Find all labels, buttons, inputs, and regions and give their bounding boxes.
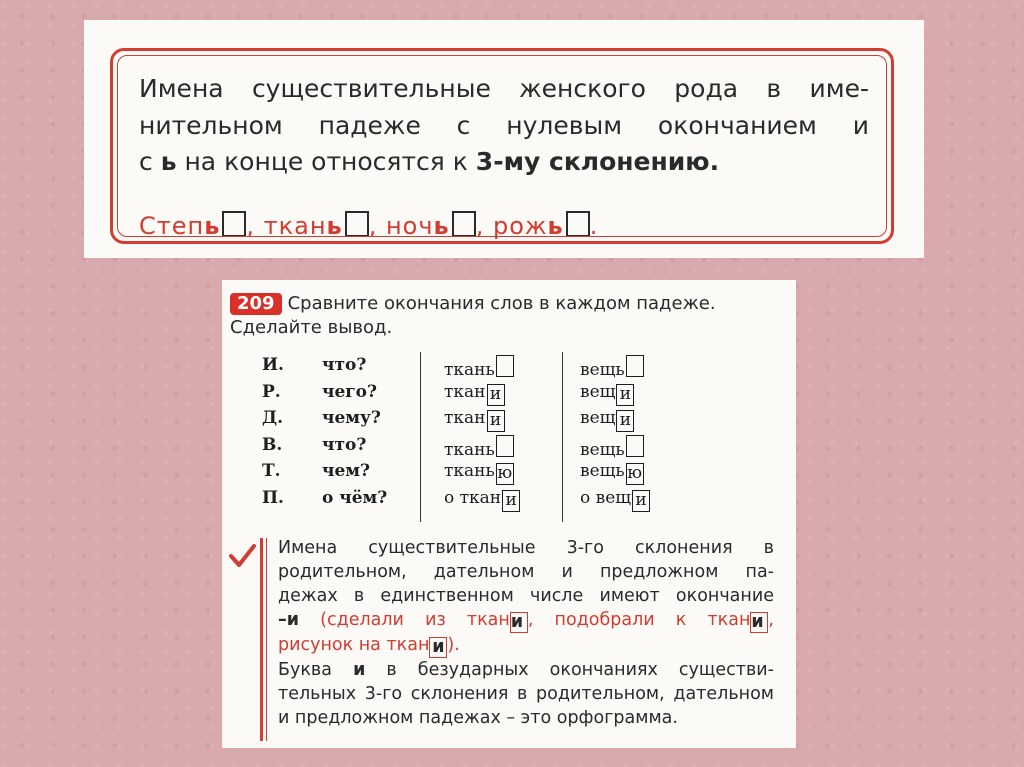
word-form xyxy=(580,408,634,432)
word-stem: вещь xyxy=(580,360,625,380)
rule-text xyxy=(139,71,869,181)
letter-i: и xyxy=(353,660,366,680)
word-stem: вещь xyxy=(580,461,625,481)
example-separator: , xyxy=(368,212,386,240)
rule-line: тельных 3-го склонения в родительном, дательном xyxy=(278,684,774,704)
example-fragment: (сделали из ткан xyxy=(299,610,510,630)
rule-text-fragment: в безударных окончаниях существи- xyxy=(365,660,774,680)
rule-line xyxy=(278,608,774,633)
word-stem: о ткан xyxy=(444,487,502,508)
example-word xyxy=(139,212,264,240)
case-question: чему? xyxy=(322,408,381,428)
word-stem: вещ xyxy=(580,408,616,428)
example-fragment: , подобрали к ткан xyxy=(527,610,751,630)
column-divider xyxy=(420,352,421,522)
zero-ending-box xyxy=(222,211,246,237)
ending-box xyxy=(626,435,644,457)
word-stem: ткань xyxy=(444,461,495,481)
case-abbr: В. xyxy=(262,434,283,455)
word-form xyxy=(444,408,505,432)
example-fragment: ). xyxy=(447,635,460,655)
ending-box xyxy=(626,355,644,377)
example-separator: , xyxy=(246,212,264,240)
exercise-number-badge: 209 xyxy=(230,293,282,315)
column-divider xyxy=(562,352,563,522)
word-stem: вещь xyxy=(580,439,625,460)
rule-margin-bar xyxy=(260,538,263,741)
zero-ending-box xyxy=(345,211,369,237)
example-word xyxy=(264,212,386,240)
ending-box: и xyxy=(487,384,505,406)
case-question: что? xyxy=(322,434,367,455)
word-stem: вещ xyxy=(580,381,616,402)
example-soft-sign: ь xyxy=(547,212,564,240)
ending-box: ю xyxy=(627,463,643,483)
declension-name: 3-му склонению. xyxy=(475,147,720,176)
word-stem: о вещ xyxy=(580,487,632,508)
example-stem: рож xyxy=(493,212,548,240)
ending-box: и xyxy=(510,612,528,633)
example-word xyxy=(493,212,598,240)
example-soft-sign: ь xyxy=(204,212,221,240)
zero-ending-box xyxy=(566,211,590,237)
example-fragment: рисунок на ткан xyxy=(278,635,430,655)
ending-box: и xyxy=(616,410,634,432)
rule-line: дежах в единственном числе имеют окончание xyxy=(278,586,774,606)
ending-box: и xyxy=(632,490,650,512)
example-soft-sign: ь xyxy=(433,212,450,240)
ending-box xyxy=(496,435,514,457)
rule-card xyxy=(84,20,924,258)
rule-text-fragment: Буква xyxy=(278,660,354,680)
example-text xyxy=(299,610,774,630)
word-stem: ткань xyxy=(444,439,495,460)
case-question: что? xyxy=(322,355,367,375)
exercise-card xyxy=(222,280,796,748)
word-form xyxy=(444,435,514,460)
word-form xyxy=(580,435,644,460)
case-abbr: Д. xyxy=(262,408,284,428)
ending-box: и xyxy=(750,612,768,633)
word-form xyxy=(580,461,644,485)
checkmark-icon xyxy=(228,542,256,570)
rule-frame xyxy=(110,48,894,244)
example-separator: , xyxy=(475,212,493,240)
exercise-instruction-2: Сделайте вывод. xyxy=(230,317,393,338)
example-soft-sign: ь xyxy=(326,212,343,240)
rule-line xyxy=(278,658,774,682)
word-form xyxy=(444,355,514,380)
case-abbr: Т. xyxy=(262,461,281,481)
rule-text-fragment: на конце относятся к xyxy=(176,147,476,176)
rule-text-fragment: с xyxy=(139,147,161,176)
case-abbr: П. xyxy=(262,487,284,508)
rule-line: нительном падеже с нулевым окончанием и xyxy=(139,110,869,140)
ending-box: и xyxy=(429,637,447,658)
word-form xyxy=(580,382,634,406)
case-question: чем? xyxy=(322,461,370,481)
example-stem: Степ xyxy=(139,212,205,240)
case-question: чего? xyxy=(322,381,377,402)
ending-box: и xyxy=(487,410,505,432)
case-question: о чём? xyxy=(322,487,388,508)
word-stem: ткан xyxy=(444,408,486,428)
word-form xyxy=(444,461,514,485)
exercise-header xyxy=(230,292,790,340)
rule-line: Имена существительные женского рода в име- xyxy=(139,74,869,103)
case-abbr: Р. xyxy=(262,381,281,402)
word-stem: ткань xyxy=(444,360,495,380)
example-separator: . xyxy=(589,212,599,240)
word-form xyxy=(444,488,520,512)
exercise-rule xyxy=(278,536,774,730)
soft-sign: ь xyxy=(160,147,177,176)
word-stem: ткан xyxy=(444,381,486,402)
rule-examples xyxy=(139,211,598,240)
ending-box xyxy=(496,355,514,377)
rule-line xyxy=(139,144,869,181)
exercise-instruction: Сравните окончания слов в каждом падеже. xyxy=(287,293,716,314)
word-form xyxy=(580,488,650,512)
case-abbr: И. xyxy=(262,355,284,375)
ending-box: и xyxy=(502,490,520,512)
rule-line: и предложном падежах – это орфограмма. xyxy=(278,708,678,728)
example-word xyxy=(386,212,493,240)
example-stem: ткан xyxy=(263,212,327,240)
word-form xyxy=(580,355,644,380)
ending-box: и xyxy=(616,384,634,406)
word-form xyxy=(444,382,505,406)
zero-ending-box xyxy=(452,211,476,237)
rule-line xyxy=(278,633,774,658)
rule-margin-bar xyxy=(266,538,267,741)
ending-box: ю xyxy=(497,463,513,483)
rule-line: Имена существительные 3-го склонения в xyxy=(278,538,774,558)
example-fragment: , xyxy=(768,610,774,630)
ending-i: –и xyxy=(278,610,300,630)
rule-line: родительном, дательном и предложном па- xyxy=(278,562,774,582)
example-stem: ноч xyxy=(385,212,434,240)
